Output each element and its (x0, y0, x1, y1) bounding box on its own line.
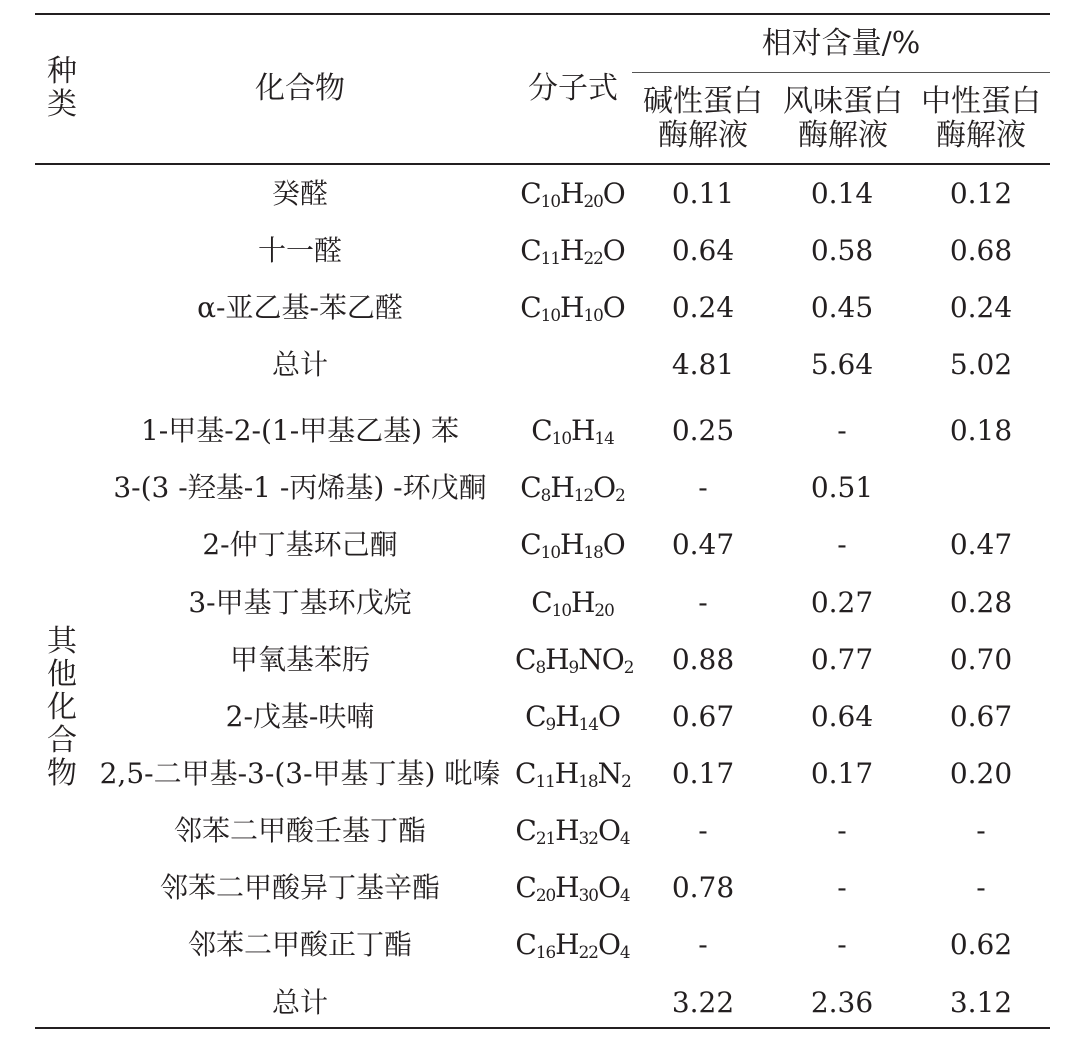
formula-subscript: 20 (594, 600, 614, 621)
compound-name: 1-甲基-2-(1-甲基乙基) 苯 (140, 414, 460, 447)
compound-name: 2-戊基-呋喃 (225, 700, 375, 733)
content-value: 0.45 (810, 291, 874, 324)
content-value: - (698, 586, 708, 619)
formula-subscript: 12 (573, 485, 594, 506)
formula-element: H (560, 291, 584, 324)
compound-name: 邻苯二甲酸异丁基辛酯 (159, 871, 440, 904)
formula-subscript: 10 (583, 305, 603, 326)
molecular-formula (515, 414, 630, 448)
header-sub-rule (632, 72, 1050, 73)
header-compound: 化合物 (255, 71, 345, 106)
formula-subscript: 14 (578, 714, 598, 735)
content-value: 0.47 (671, 528, 735, 561)
compound-name: 十一醛 (257, 234, 342, 267)
formula-element: O (593, 471, 616, 504)
header-col-alkaline-line1: 碱性蛋白 (643, 84, 763, 119)
formula-subscript: 9 (545, 714, 556, 735)
formula-element: N (578, 643, 602, 676)
formula-element: O (597, 871, 620, 904)
formula-subscript: 8 (540, 485, 551, 506)
formula-subscript: 11 (535, 771, 555, 792)
formula-subscript: 9 (568, 657, 579, 678)
content-value: 0.62 (949, 928, 1013, 961)
molecular-formula (515, 928, 630, 962)
formula-subscript: 22 (578, 942, 598, 963)
compound-name: 甲氧基苯肟 (229, 643, 370, 676)
formula-subscript: 18 (583, 542, 603, 563)
compound-name: 邻苯二甲酸壬基丁酯 (173, 814, 426, 847)
formula-subscript: 21 (535, 828, 556, 849)
formula-element: C (520, 291, 541, 324)
content-value: 0.68 (949, 234, 1013, 267)
content-value: - (837, 814, 847, 847)
formula-subscript: 10 (540, 542, 561, 563)
molecular-formula (515, 471, 630, 505)
formula-subscript: 10 (551, 600, 571, 621)
molecular-formula (515, 291, 630, 325)
compound-name: 2-仲丁基环己酮 (202, 528, 398, 561)
formula-element: C (520, 177, 541, 210)
compound-name: α-亚乙基-苯乙醛 (197, 291, 403, 324)
content-value: 0.24 (671, 291, 735, 324)
content-value: 0.27 (810, 586, 874, 619)
header-bottom-rule (35, 163, 1050, 165)
formula-subscript: 4 (619, 942, 630, 963)
formula-element: O (602, 177, 625, 210)
content-value: 0.47 (949, 528, 1013, 561)
header-col-alkaline (633, 85, 773, 153)
formula-element: C (515, 928, 536, 961)
compound-name: 总计 (271, 348, 328, 381)
formula-element: H (555, 814, 579, 847)
header-col-alkaline-line2: 酶解液 (658, 118, 748, 153)
compound-name: 3-甲基丁基环戊烷 (188, 586, 412, 619)
header-relative-content: 相对含量/% (761, 26, 921, 61)
header-formula: 分子式 (528, 71, 618, 106)
content-value: - (698, 814, 708, 847)
content-value: 0.67 (949, 700, 1013, 733)
content-value: 0.51 (810, 471, 874, 504)
formula-subscript: 20 (535, 885, 556, 906)
formula-subscript: 10 (540, 305, 561, 326)
formula-subscript: 16 (535, 942, 556, 963)
formula-element: C (515, 814, 536, 847)
content-value: 0.12 (949, 177, 1013, 210)
formula-element: H (555, 928, 579, 961)
compound-name: 2,5-二甲基-3-(3-甲基丁基) 吡嗪 (99, 757, 501, 790)
formula-element: O (597, 928, 620, 961)
content-value: - (698, 928, 708, 961)
molecular-formula (515, 757, 630, 791)
formula-subscript: 32 (578, 828, 598, 849)
formula-subscript: 2 (615, 485, 625, 506)
formula-element: O (602, 234, 625, 267)
content-value: 0.64 (671, 234, 735, 267)
formula-element: H (571, 586, 595, 619)
formula-subscript: 18 (578, 771, 598, 792)
table-bottom-rule (35, 1027, 1050, 1029)
formula-element: H (560, 234, 584, 267)
molecular-formula (515, 700, 630, 734)
content-value: 3.12 (949, 986, 1013, 1019)
formula-subscript: 2 (623, 657, 634, 678)
formula-element: C (525, 700, 546, 733)
formula-element: O (597, 814, 620, 847)
content-value: 0.77 (810, 643, 874, 676)
formula-element: N (597, 757, 622, 790)
content-value: - (976, 871, 986, 904)
header-col-neutral-line1: 中性蛋白 (921, 84, 1041, 119)
formula-subscript: 8 (535, 657, 546, 678)
formula-subscript: 30 (578, 885, 598, 906)
content-value: 4.81 (671, 348, 735, 381)
formula-subscript: 20 (583, 191, 603, 212)
formula-element: H (560, 528, 584, 561)
molecular-formula (515, 528, 630, 562)
formula-subscript: 11 (540, 248, 561, 269)
formula-subscript: 4 (619, 885, 630, 906)
header-col-flavour-line2: 酶解液 (798, 118, 888, 153)
content-value: - (837, 528, 847, 561)
formula-element: H (555, 871, 579, 904)
content-value: 0.24 (949, 291, 1013, 324)
header-col-flavour (773, 85, 913, 153)
header-col-neutral-line2: 酶解液 (936, 118, 1026, 153)
header-category: 种类 (47, 54, 77, 122)
compound-name: 总计 (271, 986, 328, 1019)
formula-element: C (531, 586, 552, 619)
formula-element: O (597, 700, 620, 733)
compound-name: 邻苯二甲酸正丁酯 (187, 928, 412, 961)
formula-subscript: 14 (594, 428, 614, 449)
formula-element: C (531, 414, 552, 447)
content-value: 0.17 (810, 757, 874, 790)
content-value: 0.70 (949, 643, 1013, 676)
formula-element: H (550, 471, 574, 504)
formula-subscript: 2 (621, 771, 631, 792)
compound-name: 3-(3 -羟基-1 -丙烯基) -环戊酮 (113, 471, 487, 504)
formula-element: O (601, 643, 624, 676)
content-value: 0.78 (671, 871, 735, 904)
content-value: 0.11 (671, 177, 735, 210)
content-value: 0.17 (671, 757, 735, 790)
formula-element: C (515, 757, 536, 790)
content-value: 0.25 (671, 414, 735, 447)
molecular-formula (515, 586, 630, 620)
compound-name: 癸醛 (271, 177, 328, 210)
group-label: 其他化合物 (47, 624, 77, 791)
header-col-flavour-line1: 风味蛋白 (783, 84, 903, 119)
content-value: 0.88 (671, 643, 735, 676)
content-value: - (976, 814, 986, 847)
content-value: 0.18 (949, 414, 1013, 447)
formula-element: C (520, 471, 541, 504)
formula-element: O (602, 291, 625, 324)
formula-element: C (520, 234, 541, 267)
formula-element: C (515, 643, 536, 676)
formula-element: C (515, 871, 536, 904)
content-value: - (837, 871, 847, 904)
content-value: - (837, 928, 847, 961)
table-top-rule (35, 13, 1050, 15)
molecular-formula (515, 643, 634, 678)
content-value: 5.02 (949, 348, 1013, 381)
molecular-formula (515, 814, 630, 848)
content-value: 0.14 (810, 177, 874, 210)
formula-element: O (602, 528, 625, 561)
content-value: 0.58 (810, 234, 874, 267)
content-value: - (837, 414, 847, 447)
header-col-neutral (912, 85, 1050, 153)
content-value: 0.20 (949, 757, 1013, 790)
content-value: 2.36 (810, 986, 874, 1019)
formula-element: C (520, 528, 541, 561)
formula-element: H (560, 177, 584, 210)
formula-subscript: 22 (583, 248, 603, 269)
molecular-formula (515, 871, 630, 905)
formula-subscript: 4 (619, 828, 630, 849)
formula-element: H (554, 757, 579, 790)
content-value: 0.64 (810, 700, 874, 733)
molecular-formula (515, 177, 630, 211)
molecular-formula (515, 234, 630, 268)
content-value: 0.67 (671, 700, 735, 733)
content-value: 0.28 (949, 586, 1013, 619)
formula-element: H (545, 643, 569, 676)
content-value: 3.22 (671, 986, 735, 1019)
formula-element: H (571, 414, 595, 447)
formula-subscript: 10 (551, 428, 571, 449)
content-value: - (698, 471, 708, 504)
content-value: 5.64 (810, 348, 874, 381)
formula-element: H (555, 700, 579, 733)
formula-subscript: 10 (540, 191, 561, 212)
